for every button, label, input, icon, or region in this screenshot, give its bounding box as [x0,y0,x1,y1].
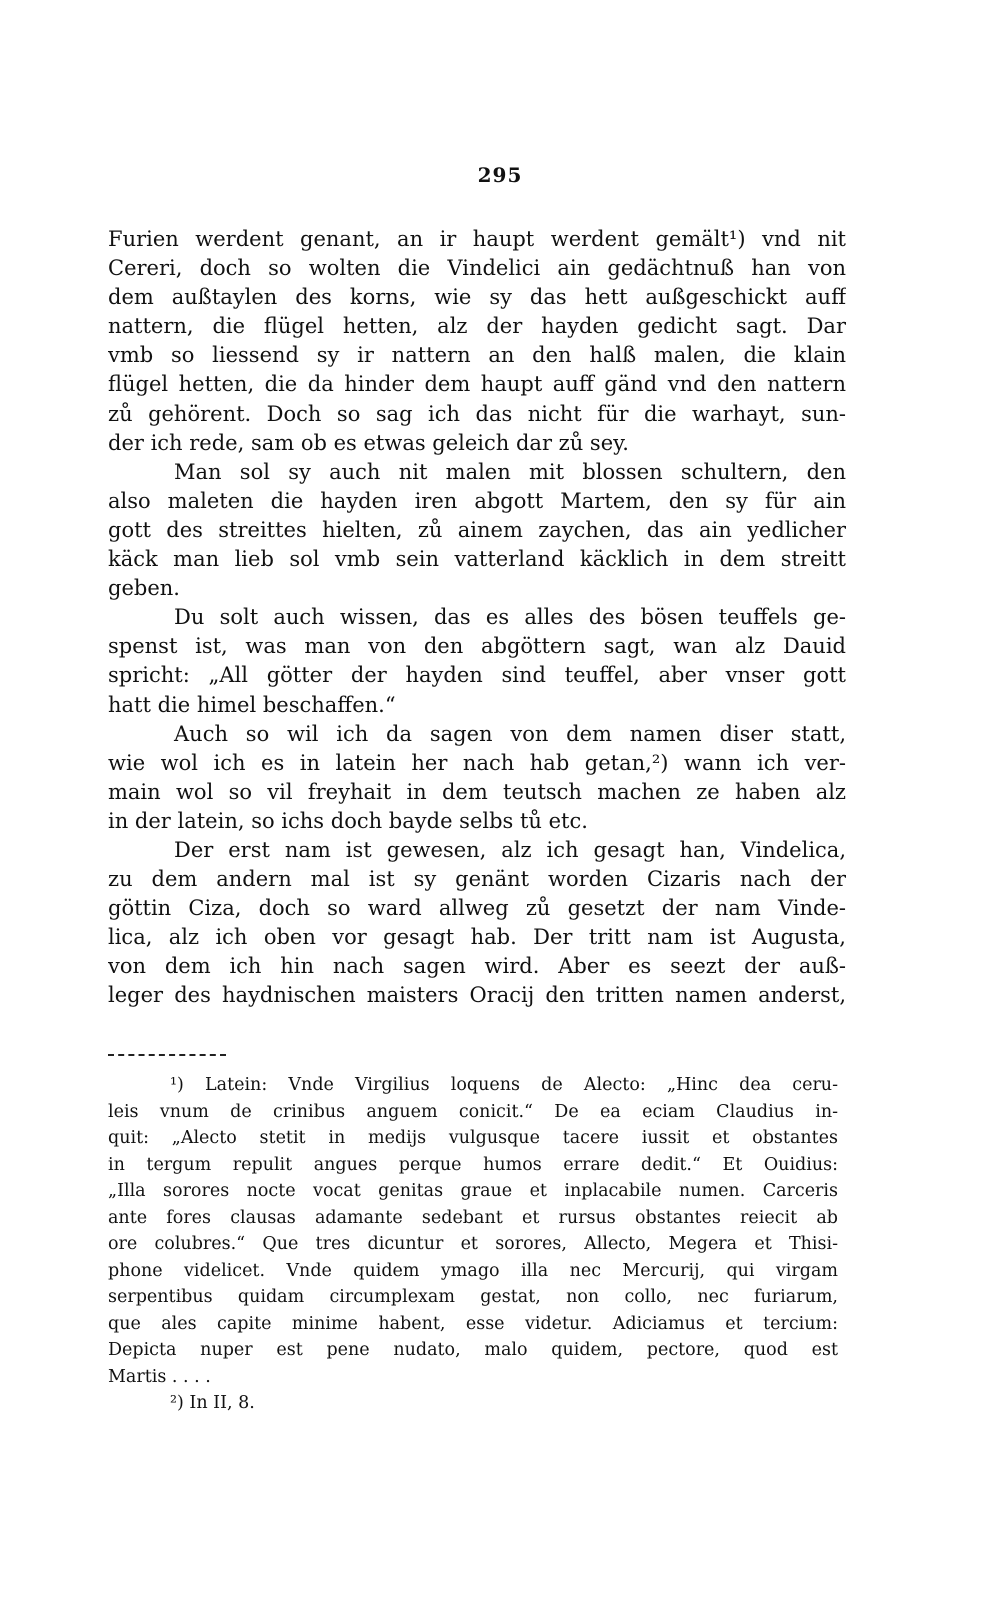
footnote-line: que ales capite minime habent, esse videtur. Adiciamus et tercium: [108,1313,838,1334]
footnote-line: „Illa sorores nocte vocat genitas graue et inplacabile numen. Carceris [108,1181,838,1201]
footnote-line: quit: „Alecto stetit in medijs vulgusque tacere iussit et obstantes [108,1128,838,1148]
footnote-line: ¹) Latein: Vnde Virgilius loquens de Alecto: „Hinc dea ceru- [170,1075,838,1095]
body-line: wie wol ich es in latein her nach hab getan,²) wann ich ver- [108,750,846,775]
body-line: spricht: „All götter der hayden sind teuffel, aber vnser gott [108,663,846,688]
footnote-separator [108,1054,226,1056]
body-line: Furien werdent genant, an ir haupt werdent gemält¹) vnd nit [108,227,846,251]
body-line: dem außtaylen des korns, wie sy das hett außgeschickt auff [108,285,846,310]
body-line: göttin Ciza, doch so ward allweg zů gesetzt der nam Vinde- [108,896,846,921]
body-line: flügel hetten, die da hinder dem haupt auff gänd vnd den nattern [108,372,846,397]
body-line: Cereri, doch so wolten die Vindelici ain gedächtnuß han von [108,256,846,281]
body-line: gott des streittes hielten, zů ainem zaychen, das ain yedlicher [108,517,846,542]
footnote-line: Martis . . . . [108,1366,211,1387]
body-line: Auch so wil ich da sagen von dem namen diser statt, [174,721,846,746]
body-line: der ich rede, sam ob es etwas geleich dar zů sey. [108,430,629,455]
body-line: von dem ich hin nach sagen wird. Aber es seezt der auß- [108,954,846,979]
footnote-line: serpentibus quidam circumplexam gestat, non collo, nec furiarum, [108,1287,838,1307]
footnote-line: ante fores clausas adamante sedebant et rursus obstantes reiecit ab [108,1207,838,1228]
footnote-line: in tergum repulit angues perque humos errare dedit.“ Et Ouidius: [108,1154,838,1175]
body-line: käck man lieb sol vmb sein vatterland käcklich in dem streitt [108,547,846,572]
footnote-line: leis vnum de crinibus anguem conicit.“ De ea eciam Claudius in- [108,1101,838,1122]
body-text [108,225,846,1011]
body-line: lica, alz ich oben vor gesagt hab. Der tritt nam ist Augusta, [108,925,846,950]
body-line: Der erst nam ist gewesen, alz ich gesagt han, Vindelica, [174,837,846,862]
footnote-line: phone videlicet. Vnde quidem ymago illa nec Mercurij, qui virgam [108,1260,838,1281]
body-line: Man sol sy auch nit malen mit blossen schultern, den [174,459,846,484]
body-line: vmb so liessend sy ir nattern an den halß malen, die klain [108,343,846,368]
body-line: zu dem andern mal ist sy genänt worden Cizaris nach der [108,867,846,892]
body-line: Du solt auch wissen, das es alles des bösen teuffels ge- [174,605,846,630]
footnotes [108,1072,838,1417]
footnote-line: ore colubres.“ Que tres dicuntur et sorores, Allecto, Megera et Thisi- [108,1234,838,1254]
body-line: also maleten die hayden iren abgott Martem, den sy für ain [108,488,846,513]
body-line: zů gehörent. Doch so sag ich das nicht für die warhayt, sun- [108,401,846,426]
page-number: 295 [477,163,523,187]
body-line: geben. [108,576,180,601]
body-line: in der latein, so ichs doch bayde selbs tů etc. [108,808,588,833]
body-line: main wol so vil freyhait in dem teutsch machen ze haben alz [108,779,846,804]
body-line: nattern, die flügel hetten, alz der hayden gedicht sagt. Dar [108,314,846,339]
body-line: leger des haydnischen maisters Oracij den tritten namen anderst, [108,983,846,1008]
body-line: hatt die himel beschaffen.“ [108,692,396,717]
footnote-line: ²) In II, 8. [170,1393,255,1413]
footnote-line: Depicta nuper est pene nudato, malo quidem, pectore, quod est [108,1340,838,1360]
body-line: spenst ist, was man von den abgöttern sagt, wan alz Dauid [108,634,846,659]
